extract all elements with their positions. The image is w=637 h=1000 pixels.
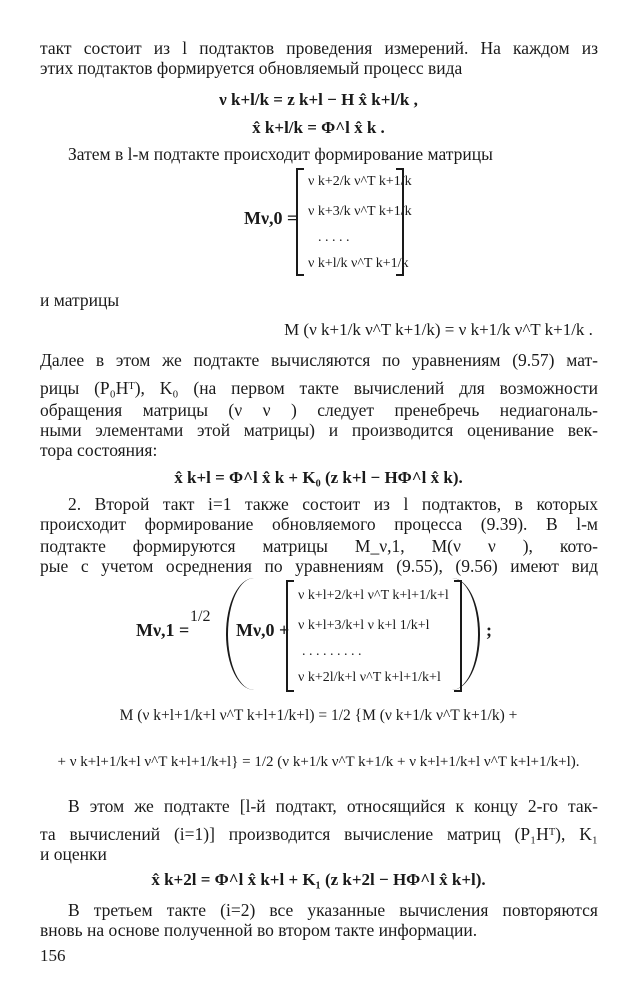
text-line: ными элементами этой матрицы) и производится оценивание век- <box>40 420 598 440</box>
equation: x̂ k+2l = Φ^l x̂ k+l + K₁ (z k+2l − HΦ^l x̂ k+l). <box>151 870 486 889</box>
text-line: В третьем такте (i=2) все указанные вычисления повторяются <box>68 900 598 920</box>
equation: M (ν k+1/k ν^T k+1/k) = ν k+1/k ν^T k+1/k . <box>284 320 593 339</box>
text-line: 2. Второй такт i=1 также состоит из l подтактов, в которых <box>68 494 598 514</box>
equation: x̂ k+l = Φ^l x̂ k + K₀ (z k+l − HΦ^l x̂ k). <box>174 468 463 487</box>
equation: + ν k+l+1/k+l ν^T k+l+1/k+l} = 1/2 (ν k+1/k ν^T k+1/k + ν k+l+1/k+l ν^T k+l+1/k+l). <box>57 754 580 770</box>
matrix-row: ν k+3/k ν^T k+1/k <box>308 204 412 219</box>
matrix-row: ν k+2l/k+l ν^T k+l+1/k+l <box>298 670 441 685</box>
left-bracket <box>296 168 304 276</box>
matrix-row: ν k+l+3/k+l ν k+l 1/k+l <box>298 618 430 633</box>
equation: ν k+l/k = z k+l − H x̂ k+l/k , <box>219 90 418 109</box>
matrix-row: . . . . . . . . . <box>302 644 362 659</box>
text-line: такт состоит из l подтактов проведения измерений. На каждом из <box>40 38 598 58</box>
equation: x̂ k+l/k = Φ^l x̂ k . <box>252 118 385 137</box>
matrix-row: . . . . . <box>318 230 350 245</box>
text-line: и матрицы <box>40 290 120 310</box>
right-bracket <box>454 580 462 692</box>
text-line: Далее в этом же подтакте вычисляются по уравнениям (9.57) мат- <box>40 350 598 370</box>
text-line: В этом же подтакте [l-й подтакт, относящийся к концу 2-го так- <box>68 796 598 816</box>
text-line: рицы (P₀Hᵀ), K₀ (на первом такте вычислений для возможности <box>40 378 598 398</box>
text-line: происходит формирование обновляемого процесса (9.39). В l-м <box>40 514 598 534</box>
matrix-inner-label: Mν,0 + <box>236 620 290 640</box>
matrix-label: Mν,1 = <box>136 620 190 640</box>
text-line: подтакте формируются матрицы M_ν,1, M(ν ν ), кото- <box>40 536 598 556</box>
matrix-row: ν k+l/k ν^T k+1/k <box>308 256 409 271</box>
text-line: этих подтактов формируется обновляемый процесс вида <box>40 58 463 78</box>
semicolon: ; <box>486 620 492 640</box>
left-bracket <box>286 580 294 692</box>
page-number: 156 <box>40 946 66 965</box>
text-line: та вычислений (i=1)] производится вычисление матриц (P₁Hᵀ), K₁ <box>40 824 598 844</box>
text-line: обращения матрицы (ν ν ) следует пренебречь недиагональ- <box>40 400 598 420</box>
fraction-half: 1/2 <box>190 608 211 625</box>
text-line: вновь на основе полученной во втором такте информации. <box>40 920 478 940</box>
text-line: Затем в l-м подтакте происходит формирование матрицы <box>68 144 493 164</box>
text-line: и оценки <box>40 844 107 864</box>
text-line: рые с учетом осреднения по уравнениям (9.55), (9.56) имеют вид <box>40 556 598 576</box>
matrix-label: Mν,0 = <box>244 208 298 228</box>
text-line: тора состояния: <box>40 440 158 460</box>
matrix-row: ν k+2/k ν^T k+1/k <box>308 174 412 189</box>
equation: M (ν k+l+1/k+l ν^T k+l+1/k+l) = 1/2 {M (ν k+1/k ν^T k+1/k) + <box>119 707 518 724</box>
matrix-row: ν k+l+2/k+l ν^T k+l+1/k+l <box>298 588 449 603</box>
